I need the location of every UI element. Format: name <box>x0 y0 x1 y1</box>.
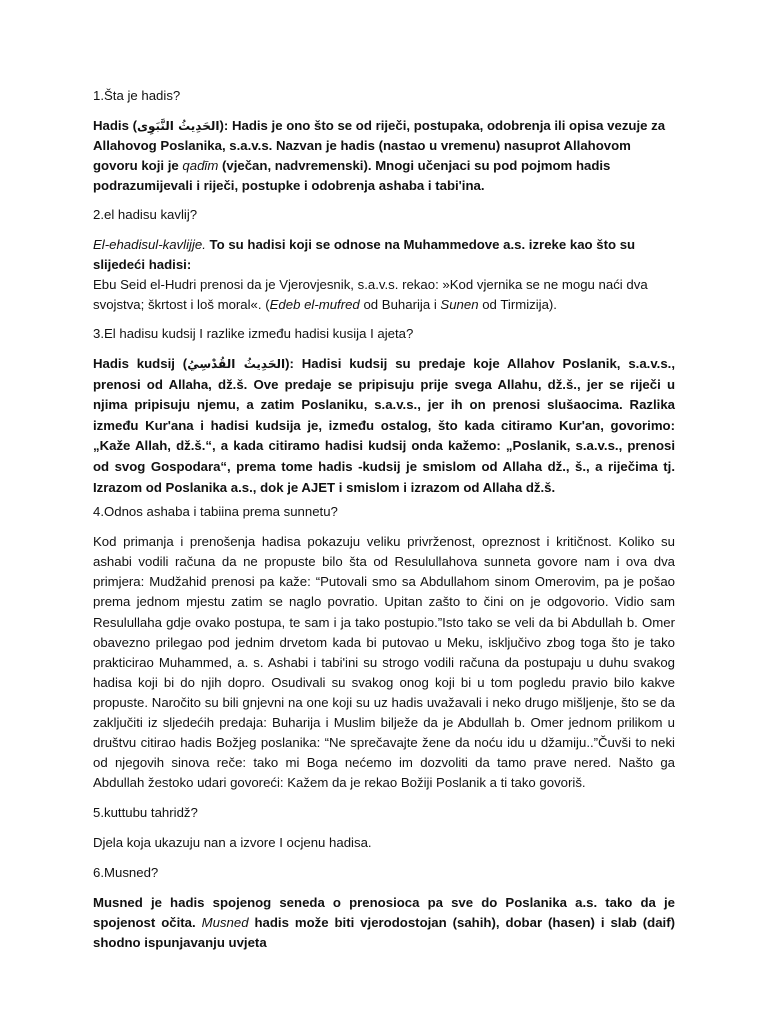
answer-2-text-c: od Buharija i <box>359 297 441 312</box>
term-musned: Musned <box>201 915 249 931</box>
question-5-answer: Djela koja ukazuju nan a izvore I ocjenu hadisa. <box>93 835 372 851</box>
question-1-answer: Hadis (الحَدِيثُ النَّبَوِى): Hadis je ono što se od riječi, postupaka, odobrenja ili opisa vezuje za Allahovog Poslanika, s.a.v.s. Nazvan je hadis (nastao u vremenu) nasuprot Allahovom govoru koji je qadīm (vječan, nadvremenski). Mnogi učenjaci su pod pojmom hadis podrazumijevali i riječi, postupke i odobrenja ashaba i tabi'ina. <box>93 118 666 193</box>
answer-6-text-b: hadis može biti vjerodostojan (sahih), dobar (hasen) i slab (daif) shodno ispunjavanju uvjeta <box>93 915 675 951</box>
term-hadis: Hadis <box>93 118 129 133</box>
arabic-term-hadis-nabawi: الحَدِيثُ النَّبَوِى <box>136 119 220 133</box>
answer-2-text-d: od Tirmizija). <box>478 297 557 312</box>
answer-2-text-b: Ebu Seid el-Hudri prenosi da je Vjerovjesnik, s.a.v.s. rekao: »Kod vjernika se ne mogu naći dva svojstva; škrtost i loš moral«. ( <box>93 277 648 312</box>
arabic-term-hadis-qudsi: الحَدِيثُ القُدْسِيُ <box>187 357 286 371</box>
question-2-answer <box>93 235 675 315</box>
answer-1-text-a: ): Hadis je ono što se od riječi, postupaka, odobrenja ili opisa vezuje za Allahovog Poslanika, s.a.v.s. Nazvan je hadis (nastao u vremenu) nasuprot Allahovom govoru koji je <box>93 118 666 173</box>
answer-6-text-a: Musned je hadis spojenog seneda o prenosioca pa sve do Poslanika a.s. tako da je spojenost očita. <box>93 895 675 931</box>
term-hadis-kudsij: Hadis kudsij <box>93 356 175 371</box>
question-3-answer: Hadis kudsij (الحَدِيثُ القُدْسِيُ): Hadisi kudsij su predaje koje Allahov Poslanik, s.a.v.s., prenosi od Allaha, dž.š. Ove predaje se pripisuju prije svega Allahu, dž.š., jer se riječi u njima pripisuju njemu, a zatim Poslaniku, s.a.v.s., jer ih on prenosi slušaocima. Razlika između Kur'ana i hadisi kudsija je, između ostalog, što kada citiramo Kur'an, govorimo: „Kaže Allah, dž.š.“, a kada citiramo hadisi kudsij onda kažemo: „Poslanik, s.a.v.s., prenosi od svog Gospodara“, prema tome hadis -kudsij je smislom od Allaha dž., š., a riječima tj. Izrazom od Poslanika a.s., dok je AJET i smislom i izrazom od Allaha dž.š. <box>93 356 676 495</box>
answer-1-paren: ( <box>218 158 227 173</box>
answer-3-text: ): Hadisi kudsij su predaje koje Allahov Poslanik, s.a.v.s., prenosi od Allaha, dž.š. Ove predaje se pripisuju prije svega Allahu, dž.š., jer se riječi u njima pripisuju njemu, a zatim Poslaniku, s.a.v.s., jer ih on prenosi slušaocima. Razlika između Kur'ana i hadisi kudsija je, između ostalog, što kada citiramo Kur'an, govorimo: „Kaže Allah, dž.š.“, a kada citiramo hadisi kudsij onda kažemo: „Poslanik, s.a.v.s., prenosi od svog Gospodara“, prema tome hadis -kudsij je smislom od Allaha dž., š., a riječima tj. Izrazom od Poslanika a.s., dok je AJET i smislom i izrazom od Allaha dž.š. <box>93 356 676 495</box>
term-vjecan: vječan <box>226 158 268 173</box>
question-6-heading: 6.Musned? <box>93 865 159 881</box>
question-2-heading: 2.el hadisu kavlij? <box>93 207 198 222</box>
question-4-heading: 4.Odnos ashaba i tabiina prema sunnetu? <box>93 504 338 520</box>
term-ehadisul-kavlijje: El-ehadisul-kavlijje. <box>93 237 206 252</box>
answer-2-text-a: To su hadisi koji se odnose na Muhammedove a.s. izreke kao što su slijedeći hadisi: <box>93 237 636 272</box>
question-3-heading: 3.El hadisu kudsij I razlike između hadisi kusija I ajeta? <box>93 326 414 341</box>
question-5-heading: 5.kuttubu tahridž? <box>93 805 198 821</box>
book-sunen: Sunen <box>440 297 479 312</box>
question-1-heading: 1.Šta je hadis? <box>93 88 181 103</box>
term-qadim: qadīm <box>182 158 219 173</box>
answer-1-text-b: , nadvremenski). Mnogi učenjaci su pod pojmom hadis podrazumijevali i riječi, postupke i odobrenja ashaba i tabi'ina. <box>93 158 611 193</box>
question-4-answer: Kod primanja i prenošenja hadisa pokazuju veliku privrženost, opreznost i kritičnost. Koliko su ashabi vodili računa da ne propuste bilo šta od Resulullahova sunneta govore nam i ova dva primjera: Mudžahid prenosi pa kaže: “Putovali smo sa Abdullahom sinom Omerovim, pa je pošao prema jednom mjestu zatim se naglo povratio. Upitan zašto to čini on je odgovorio. Vidio sam Resulullaha gdje ovako postupa, te sam i ja tako postupio.”Isto tako se veli da bi Abdullah b. Omer obavezno prilegao pod jednim drvetom kada bi putovao u Meku, isključivo zbog toga što je tako prakticirao Muhammed, a. s. Ashabi i tabi'ini su strogo vodili računa da postupaju u duhu svakog hadisa koji bi do njih dopro. Osudivali su svakog onog koji bi u tom pogledu pravio bilo kakve propuste. Naročito su bili gnjevni na one koji su uz hadis uvažavali i neko drugo mišljenje, što se da zaključiti iz sljedećih predaja: Buharija i Muslim bilježe da je Abdullah b. Omer jednom prilikom u društvu citirao hadis Božjeg poslanika: “Ne sprečavajte žene da noću idu u džamiju..”Čuvši to neki od njegovih sinova reče: tako mi Boga nećemo im dozvoliti da tamo prave nered. Našto ga Abdullah žestoko udari govoreći: Kažem da je rekao Božiji Poslanik a ti tako govoriš. <box>93 534 675 791</box>
book-edeb-el-mufred: Edeb el-mufred <box>269 297 360 312</box>
question-6-answer <box>93 893 675 953</box>
